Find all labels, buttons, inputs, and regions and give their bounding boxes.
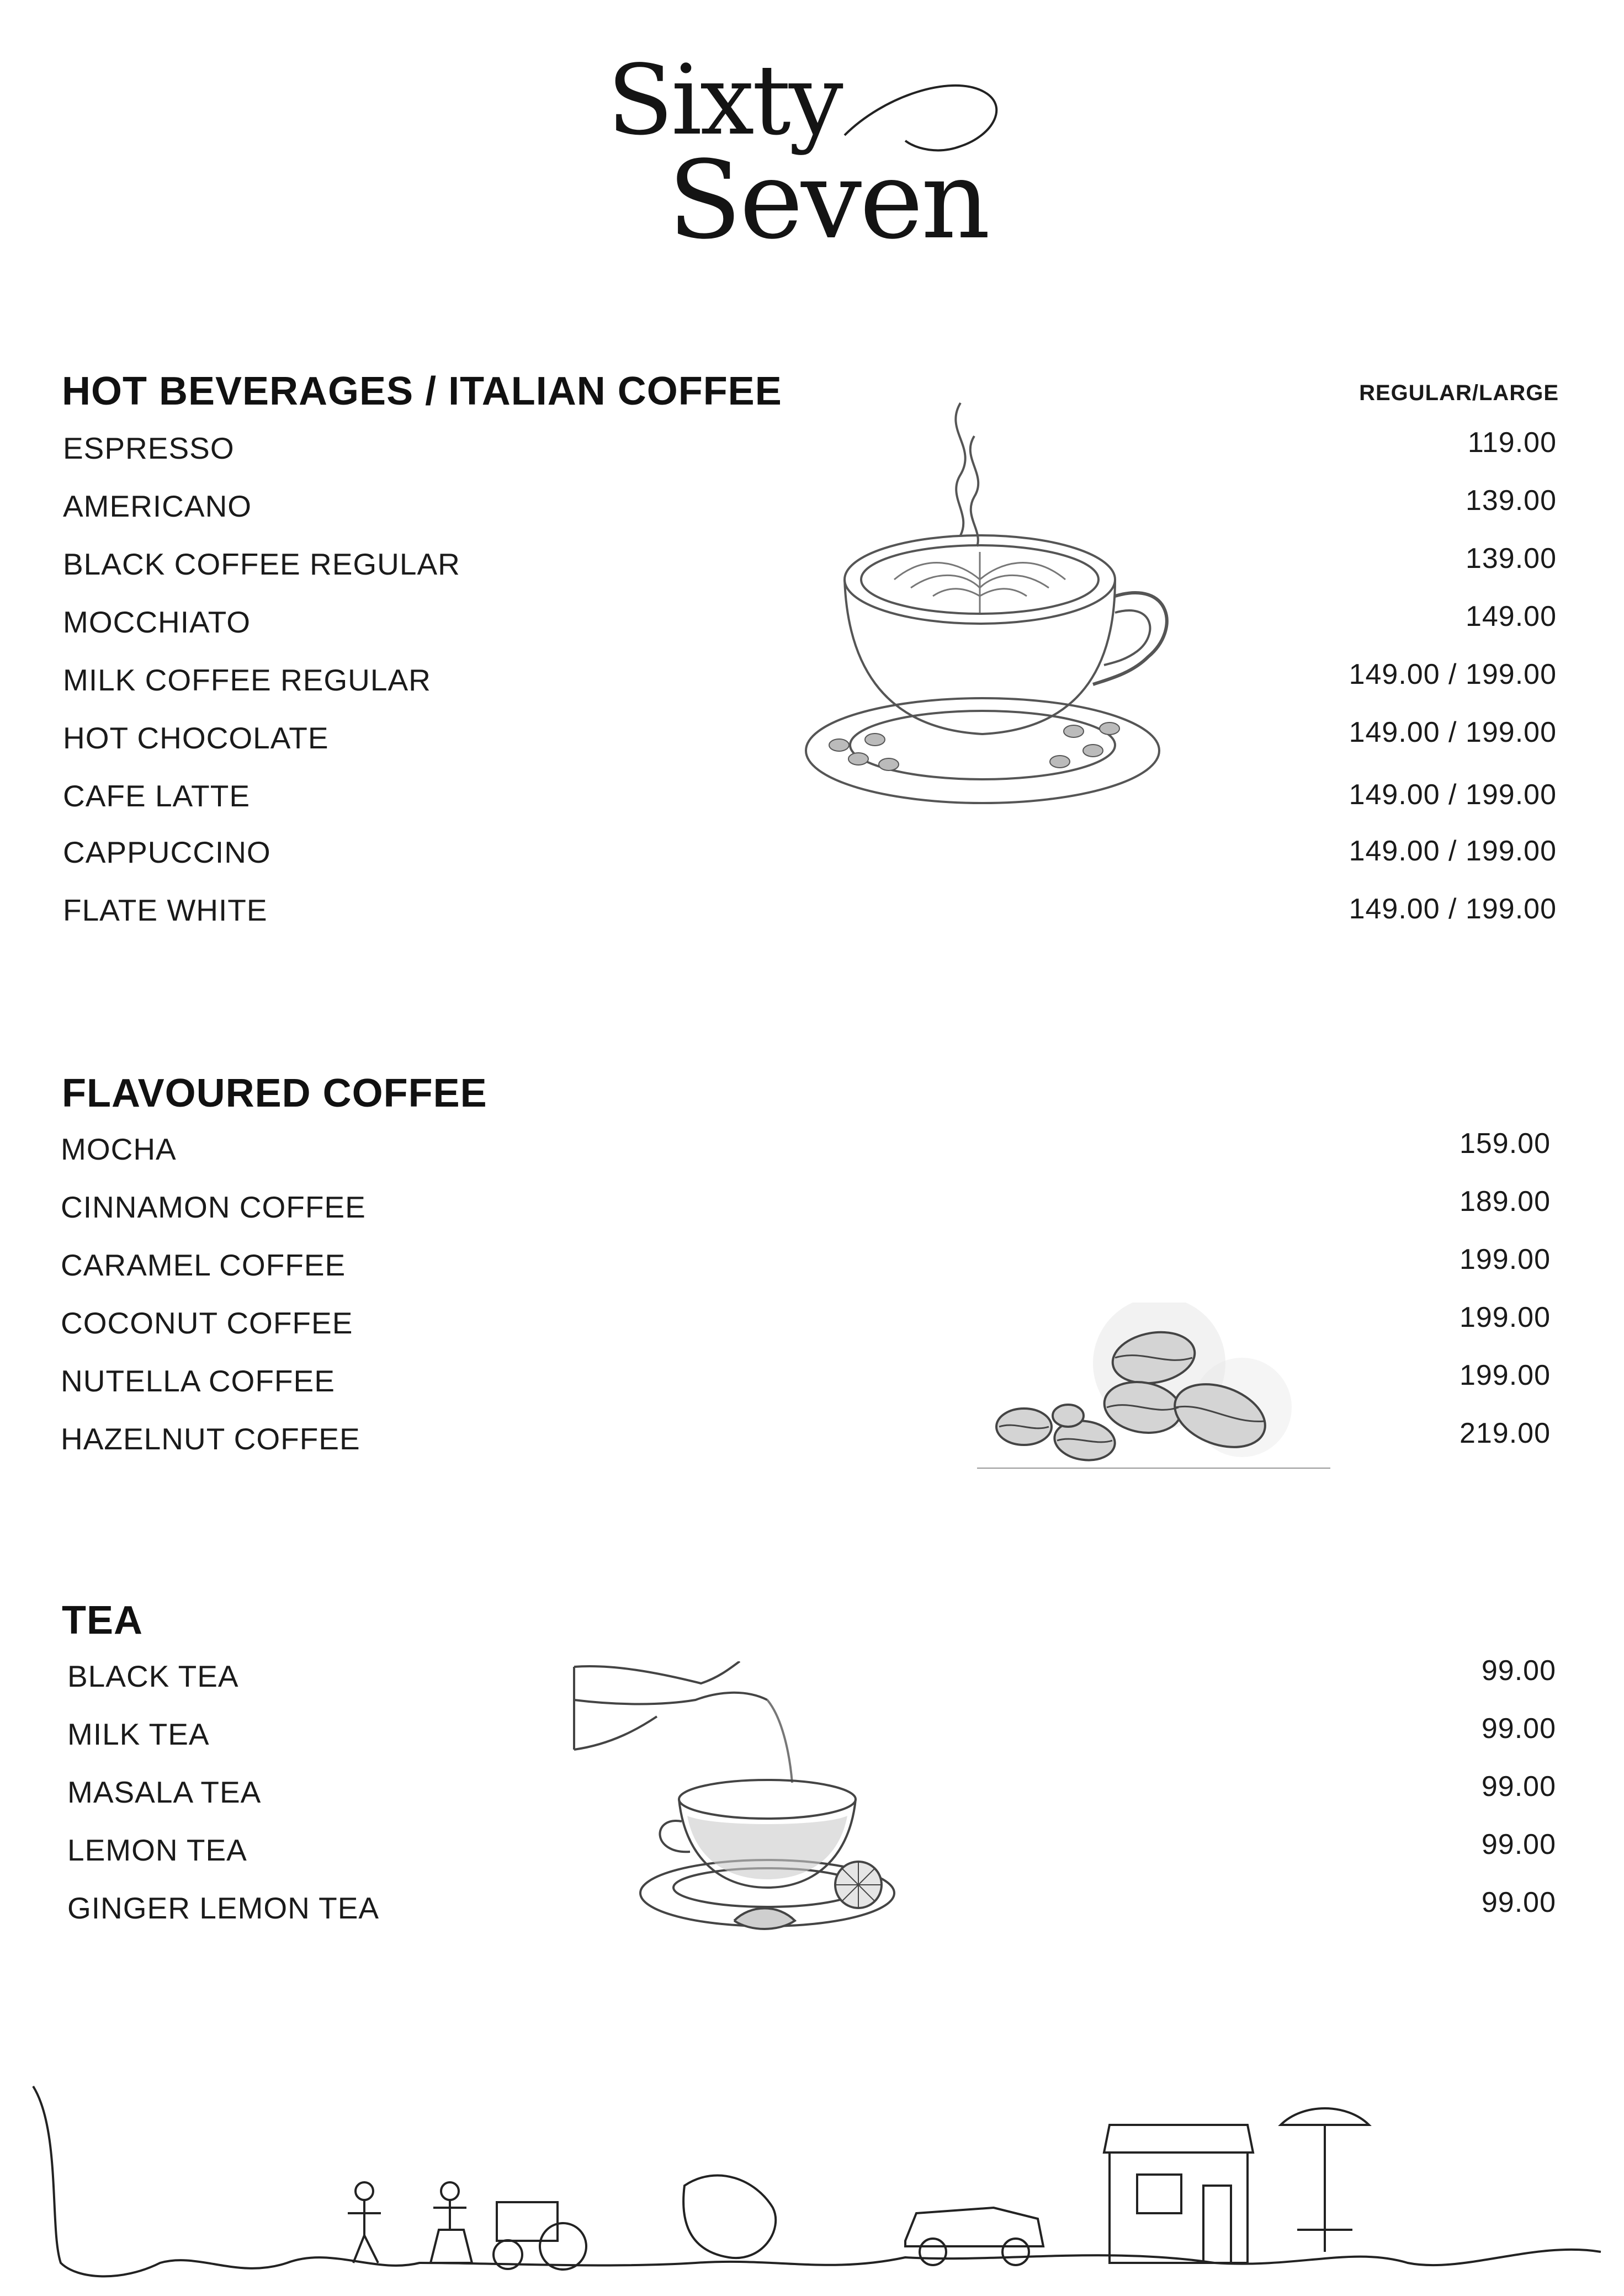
item-price: 199.00	[1459, 1359, 1551, 1391]
item-price: 159.00	[1459, 1128, 1551, 1160]
item-price: 139.00	[1465, 485, 1557, 517]
item-price: 99.00	[1481, 1713, 1556, 1745]
menu-item	[0, 1359, 1624, 1407]
item-name: CAFE LATTE	[63, 779, 251, 813]
item-price: 199.00	[1459, 1301, 1551, 1333]
item-price: 139.00	[1465, 543, 1557, 575]
item-name: HAZELNUT COFFEE	[61, 1422, 360, 1456]
menu-item	[0, 892, 1624, 937]
section-title-tea: TEA	[62, 1598, 143, 1643]
brand-logo	[607, 45, 1016, 263]
item-name: MOCCHIATO	[63, 605, 251, 639]
brand-name-line2: Seven	[668, 137, 989, 263]
menu-item	[0, 1243, 1624, 1292]
item-price: 149.00	[1465, 600, 1557, 633]
item-price: 119.00	[1467, 427, 1557, 459]
item-name: MILK COFFEE REGULAR	[63, 663, 431, 697]
menu-item	[0, 1186, 1624, 1234]
item-name: MOCHA	[61, 1132, 177, 1166]
item-name: FLATE WHITE	[63, 893, 268, 927]
item-price: 99.00	[1481, 1771, 1556, 1803]
menu-item	[0, 1301, 1624, 1349]
item-name: CAPPUCCINO	[63, 835, 271, 869]
item-name: NUTELLA COFFEE	[61, 1364, 335, 1398]
item-price: 149.00 / 199.00	[1349, 835, 1557, 867]
item-price: 219.00	[1459, 1417, 1551, 1449]
item-price: 149.00 / 199.00	[1349, 779, 1557, 811]
menu-item	[0, 1417, 1624, 1465]
item-name: COCONUT COFFEE	[61, 1306, 353, 1340]
item-name: CARAMEL COFFEE	[61, 1248, 346, 1282]
menu-item	[0, 1128, 1624, 1176]
item-price: 149.00 / 199.00	[1349, 658, 1557, 690]
item-price: 99.00	[1481, 1829, 1556, 1861]
item-price: 149.00 / 199.00	[1349, 893, 1557, 925]
item-name: CINNAMON COFFEE	[61, 1190, 366, 1224]
item-name: MILK TEA	[67, 1717, 210, 1751]
item-price: 189.00	[1459, 1186, 1551, 1218]
coffee-cup-illustration-icon	[784, 397, 1181, 833]
item-name: BLACK TEA	[67, 1659, 239, 1693]
brand-name-line1: Sixty	[607, 45, 841, 157]
item-name: BLACK COFFEE REGULAR	[63, 547, 460, 581]
logo-swirl-icon	[607, 45, 1016, 262]
item-name: AMERICANO	[63, 489, 252, 523]
item-name: HOT CHOCOLATE	[63, 721, 329, 755]
section-title-hot-beverages: HOT BEVERAGES / ITALIAN COFFEE	[62, 369, 782, 413]
section-title-flavoured-coffee: FLAVOURED COFFEE	[62, 1071, 487, 1115]
item-price: 99.00	[1481, 1655, 1556, 1687]
item-name: ESPRESSO	[63, 431, 235, 465]
tea-pot-pouring-illustration-icon	[569, 1661, 927, 1948]
item-price: 149.00 / 199.00	[1349, 716, 1557, 748]
size-column-label: REGULAR/LARGE	[1359, 381, 1559, 405]
item-name: MASALA TEA	[67, 1775, 262, 1809]
item-price: 99.00	[1481, 1886, 1556, 1918]
item-name: LEMON TEA	[67, 1833, 247, 1867]
footer-line-art-decoration	[0, 2064, 1624, 2296]
item-price: 199.00	[1459, 1243, 1551, 1275]
menu-item	[0, 835, 1624, 879]
item-name: GINGER LEMON TEA	[67, 1891, 380, 1925]
coffee-beans-illustration-icon	[977, 1303, 1330, 1485]
